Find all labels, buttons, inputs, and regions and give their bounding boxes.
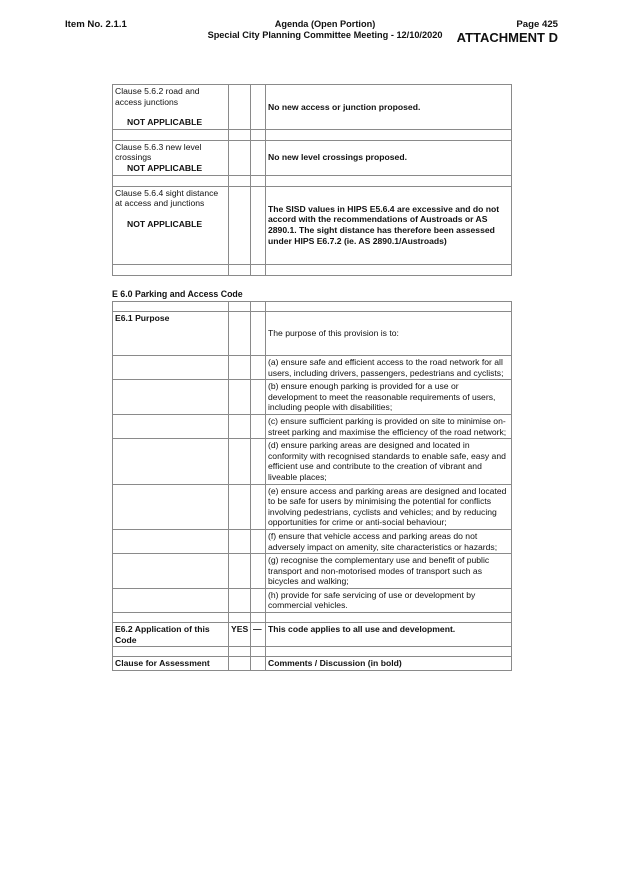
- clause-label: Clause 5.6.3 new level crossings: [115, 141, 202, 163]
- list-item: [113, 356, 512, 380]
- purpose-item: (h) provide for safe servicing of use or development by commercial vehicles.: [266, 588, 512, 612]
- spacer-row: [113, 129, 512, 140]
- status-label: NOT APPLICABLE: [127, 218, 203, 229]
- purpose-item: (e) ensure access and parking areas are designed and located to be safe for users by minimising the potential for conflicts involving pedestrians, cyclists and vehicles; and by reducing opportunities for crime or anti-social behaviour;: [266, 484, 512, 529]
- comment-cell: No new access or junction proposed.: [266, 85, 512, 130]
- attachment-label: ATTACHMENT D: [456, 30, 558, 45]
- list-item: [113, 588, 512, 612]
- application-row: [113, 623, 512, 647]
- purpose-item: (d) ensure parking areas are designed and located in conformity with recognised standards to enable safe, easy and efficient use and contribute to the creation of vibrant and liveable places;: [266, 439, 512, 484]
- spacer-row: [113, 264, 512, 275]
- status-label: NOT APPLICABLE: [127, 117, 203, 128]
- list-item: [113, 439, 512, 484]
- item-number: Item No. 2.1.1: [65, 19, 127, 30]
- spacer-row: [113, 647, 512, 657]
- list-item: [113, 529, 512, 553]
- spacer-row: [113, 175, 512, 186]
- list-item: [113, 414, 512, 438]
- clause-cell: [113, 186, 229, 264]
- meeting-title: Special City Planning Committee Meeting - 12/10/2020: [207, 30, 443, 40]
- page-number: Page 425: [516, 19, 558, 30]
- page-info: [457, 19, 558, 45]
- column-header-comments: Comments / Discussion (in bold): [266, 657, 512, 671]
- table-row: [113, 85, 512, 130]
- table-row: [113, 186, 512, 264]
- purpose-row: [113, 312, 512, 356]
- application-status: YES: [229, 623, 251, 647]
- spacer-row: [113, 302, 512, 312]
- section-title: E 6.0 Parking and Access Code: [112, 289, 243, 299]
- column-header-row: [113, 657, 512, 671]
- clause-cell: [113, 85, 229, 130]
- comment-cell: The SISD values in HIPS E5.6.4 are excessive and do not accord with the recommendations of Austroads or AS 2890.1. The sight distance has therefore been assessed under HIPS E6.7.2 (ie. AS 2890.1/Austroads): [266, 186, 512, 264]
- list-item: [113, 380, 512, 415]
- list-item: [113, 554, 512, 589]
- purpose-item: (f) ensure that vehicle access and parking areas do not adversely impact on amenity, site characteristics or hazards;: [266, 529, 512, 553]
- status-label: NOT APPLICABLE: [127, 162, 203, 173]
- purpose-item: (c) ensure sufficient parking is provided on site to minimise on-street parking and maximise the efficiency of the road network;: [266, 414, 512, 438]
- application-comment: This code applies to all use and development.: [266, 623, 512, 647]
- agenda-title: Agenda (Open Portion): [274, 19, 376, 29]
- column-header-clause: Clause for Assessment: [113, 657, 229, 671]
- parking-code-table: [112, 301, 512, 671]
- table-row: [113, 140, 512, 175]
- purpose-item: (g) recognise the complementary use and benefit of public transport and non-motorised modes of transport such as bicycles and walking;: [266, 554, 512, 589]
- purpose-heading: E6.1 Purpose: [113, 312, 229, 356]
- purpose-intro: The purpose of this provision is to:: [266, 312, 512, 356]
- clause-label: Clause 5.6.4 sight distance at access and junctions: [115, 187, 219, 209]
- agenda-heading: [170, 19, 480, 41]
- application-heading: E6.2 Application of this Code: [113, 623, 229, 647]
- purpose-item: (a) ensure safe and efficient access to the road network for all users, including drivers, passengers, pedestrians and cyclists;: [266, 356, 512, 380]
- clause-cell: [113, 140, 229, 175]
- spacer-row: [113, 613, 512, 623]
- comment-cell: No new level crossings proposed.: [266, 140, 512, 175]
- road-clauses-table: [112, 84, 512, 276]
- purpose-item: (b) ensure enough parking is provided for a use or development to meet the reasonable requirements of users, including people with disabilities;: [266, 380, 512, 415]
- application-dash: —: [251, 623, 266, 647]
- list-item: [113, 484, 512, 529]
- clause-label: Clause 5.6.2 road and access junctions: [115, 86, 200, 107]
